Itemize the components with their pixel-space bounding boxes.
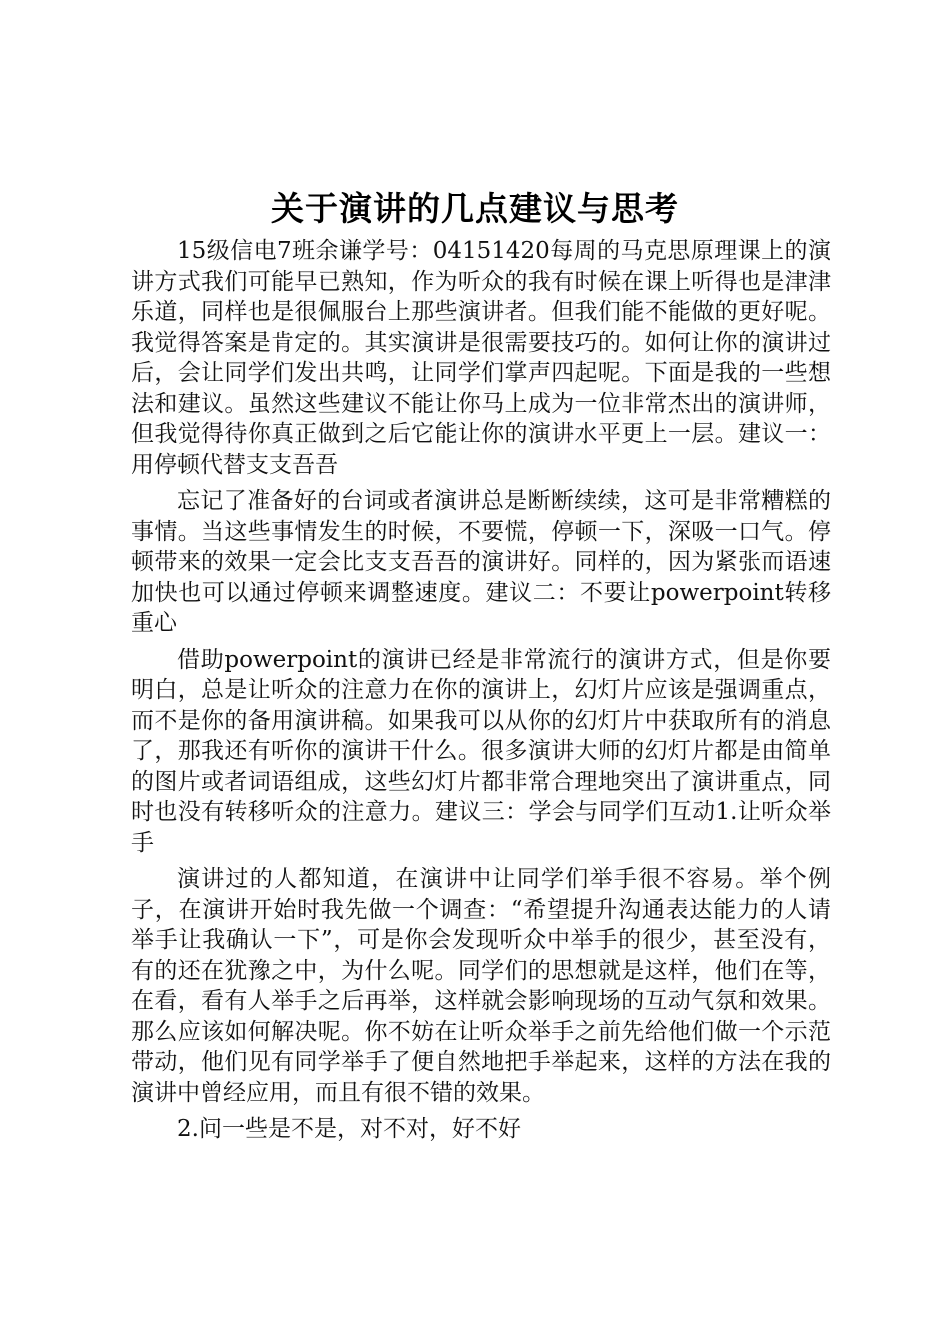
paragraph-3: 借助powerpoint的演讲已经是非常流行的演讲方式，但是你要明白，总是让听众的注意力在你的演讲上，幻灯片应该是强调重点，而不是你的备用演讲稿。如果我可以从你的幻灯片中获取所有的消息了，那我还有听你的演讲干什么。很多演讲大师的幻灯片都是由简单的图片或者词语组成，这些幻灯片都非常合理地突出了演讲重点，同时也没有转移听众的注意力。建议三：学会与同学们互动1.让听众举手 <box>131 646 831 856</box>
document-body <box>131 236 831 1151</box>
paragraph-5: 2.问一些是不是，对不对，好不好 <box>177 1116 521 1142</box>
paragraph-2: 忘记了准备好的台词或者演讲总是断断续续，这可是非常糟糕的事情。当这些事情发生的时候，不要慌，停顿一下，深吸一口气。停顿带来的效果一定会比支支吾吾的演讲好。同样的，因为紧张而语速加快也可以通过停顿来调整速度。建议二：不要让powerpoint转移重心 <box>131 488 831 636</box>
paragraph-1: 15级信电7班余谦学号：04151420每周的马克思原理课上的演讲方式我们可能早已熟知，作为听众的我有时候在课上听得也是津津乐道，同样也是很佩服台上那些演讲者。但我们能不能做的更好呢。我觉得答案是肯定的。其实演讲是很需要技巧的。如何让你的演讲过后，会让同学们发出共鸣，让同学们掌声四起呢。下面是我的一些想法和建议。虽然这些建议不能让你马上成为一位非常杰出的演讲师，但我觉得待你真正做到之后它能让你的演讲水平更上一层。建议一：用停顿代替支支吾吾 <box>131 238 831 478</box>
paragraph-4: 演讲过的人都知道，在演讲中让同学们举手很不容易。举个例子，在演讲开始时我先做一个调查：“希望提升沟通表达能力的人请举手让我确认一下”，可是你会发现听众中举手的很少，甚至没有，有的还在犹豫之中，为什么呢。同学们的思想就是这样，他们在等，在看，看有人举手之后再举，这样就会影响现场的互动气氛和效果。那么应该如何解决呢。你不妨在让听众举手之前先给他们做一个示范带动，他们见有同学举手了便自然地把手举起来，这样的方法在我的演讲中曾经应用，而且有很不错的效果。 <box>131 866 831 1106</box>
document-title: 关于演讲的几点建议与思考 <box>271 189 679 228</box>
